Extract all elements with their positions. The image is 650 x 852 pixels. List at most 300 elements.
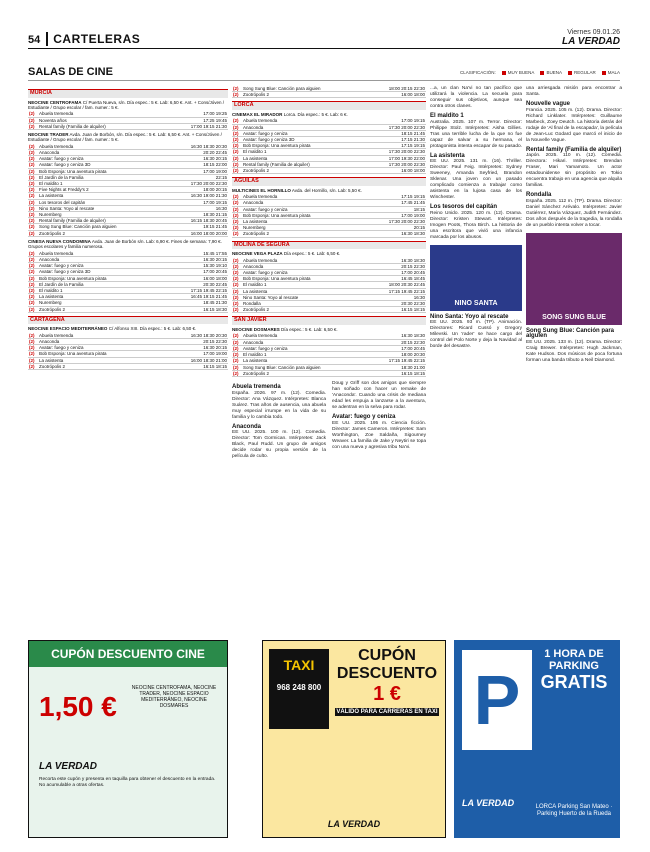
title-cell: Avatar: fuego y ceniza [242,206,388,212]
times-cell: 17:00 20:45 [190,269,228,275]
cinema-header: NEOCINE TRADER Avda. Juan de Borbón, s/n. Día espec.: 5 €. Lab: 6,50 €. Ant. + Cons/Jóven / Estudiante / Grupo escolar / fam. numer.: 5 €. [28,132,222,143]
title-cell: Song Sung Blue: Canción para alguien [38,224,190,230]
schedule-table [28,111,228,130]
times-cell: 20:30 22:30 [388,301,426,307]
title-cell: Nuremberg [38,300,190,306]
title-cell: Anaconda [242,339,388,345]
title-cell: La asistenta [242,288,388,294]
times-cell: 20:15 22:30 [388,263,426,269]
rating-cell: (2) [232,137,242,143]
times-cell: 15:30 19:10 [190,263,228,269]
coupon-price: 1,50 € [39,691,117,722]
review-body: Australia. 2025. 107 m. Terror. Director: Philippe Stolz. Intérpretes: Aisha Gillies. Tras una terrible lucha de la que no fue capaz de salvar a su hermana, el protagonista intenta escapar de su pasado. [430,119,523,149]
rating-cell: (2) [28,218,38,224]
rating-cell: (2) [28,269,38,275]
schedule-table [28,251,228,313]
parking-icon: P [462,650,532,750]
cinema-header: NEOCINE DOSMARES Día espec.: 5 €. Lab: 6,50 €. [232,327,338,333]
times-cell: 16:30 18:30 [388,231,426,237]
times-cell: 20:15 22:30 [388,339,426,345]
rating-cell: (2) [232,118,242,124]
schedule-table [232,86,426,98]
legend-label: CLASIFICACIÓN: [460,70,496,75]
rating-cell: (2) [232,130,242,136]
title-cell: Anaconda [242,263,388,269]
city-header: SAN JAVIER [232,316,426,325]
rating-cell: (2) [232,276,242,282]
rating-cell: (2) [28,300,38,306]
title-cell: El Jardín de la Familia [38,174,190,180]
rating-cell: (2) [28,363,38,369]
times-cell: 16:00 18:00 20:00 [190,230,227,236]
times-cell: 15:45 17:55 [190,251,228,257]
rating-cell: (2) [28,251,38,257]
rating-cell: (2) [232,358,242,364]
times-cell: 16:30 20:15 [190,156,228,162]
parking-offer: 1 HORA DE PARKING GRATIS [540,648,608,692]
schedule-table [232,194,426,237]
title-cell: El maldito 1 [242,149,388,155]
times-cell: 17:00 19:00 [190,168,228,174]
rating-cell: (2) [232,294,242,300]
rating-cell: (2) [28,333,38,339]
times-cell: 18:30 21:00 [388,364,426,370]
times-cell: 16:30 19:00 21:30 [190,193,227,199]
table-row [232,307,426,313]
title-cell: Zootrópolis 2 [242,370,388,376]
times-cell: 16:00 18:00 [388,92,426,98]
rating-cell: (2) [232,270,242,276]
times-cell: 20:15 [388,225,426,231]
legend-item: MALA [602,70,620,75]
rating-cell: (2) [232,364,242,370]
rating-cell: (2) [232,155,242,161]
title-cell: La asistenta [38,357,190,363]
cinema-header: CINESA NUEVA CONDOMINA Avda. Juan de Borbón s/n. Lab: 6,90 €. Fines de semana: 7,90 €. Grupos escolares y familia numerosa. [28,238,222,250]
title-cell: La asistenta [242,219,388,225]
title-cell: Bob Esponja: Una aventura pirata [242,212,388,218]
rating-cell: (2) [232,124,242,130]
title-cell: Bob Esponja: Una aventura pirata [38,351,190,357]
poster-title: SONG SUNG BLUE [542,314,606,322]
title-cell: Nuremberg [38,212,190,218]
review-title: La asistenta [430,152,465,159]
rating-legend [460,70,620,75]
title-cell: Avatar: fuego y ceniza 3D [242,137,388,143]
legend-item: BUENA [540,70,562,75]
issue-date: Viernes 09.01.26 [567,29,620,36]
schedule-table [232,333,426,376]
masthead [562,28,620,46]
table-row [28,123,228,129]
title-cell: Zootrópolis 2 [242,92,388,98]
coupon-heading: CUPÓN DESCUENTO CINE [29,641,227,667]
rating-cell: (2) [28,199,38,205]
city-header: MURCIA [28,89,228,98]
table-row [232,231,426,237]
times-cell: 16:15 18:15 [190,363,228,369]
rating-cell: (2) [28,281,38,287]
times-cell: 17:00 19:25 [190,111,228,117]
title-cell: Anaconda [38,150,190,156]
title-cell: Zootrópolis 2 [242,307,388,313]
review-title: Abuela tremenda [232,383,281,390]
rating-cell: (2) [232,352,242,358]
rating-cell: (2) [232,301,242,307]
rating-cell: (2) [232,263,242,269]
times-cell: 18:15 22:00 [190,162,228,168]
times-cell: 17:00 19:00 [388,212,426,218]
times-cell: 17:15 21:30 [388,137,426,143]
cinema-header: NEOCINE CENTROFAMA C/ Puerta Nueva, s/n. Día espec.: 5 €. Lab: 6,50 €. Ant. + Cons/Jóven / Estudiante / Grupo escolar / fam. numer.: 5 €. [28,99,224,110]
title-cell: El maldito 1 [38,287,190,293]
table-row [232,370,426,376]
page-number: 54 [28,34,41,46]
times-cell: 17:30 20:00 22:30 [388,219,425,225]
times-cell: 20:30 22:45 [190,281,228,287]
parking-ad [454,640,620,838]
times-cell: 16:30 [388,294,426,300]
review-title: El maldito 1 [430,113,464,119]
page-header [28,28,620,46]
rating-cell: (2) [28,306,38,312]
title-cell: Anaconda [242,200,388,206]
review-body: una arriesgada misión para encontrar a Santa. [526,86,622,97]
rating-cell: (2) [28,187,38,193]
title-cell: Noventa años [38,117,190,123]
times-cell: 17:00 20:45 [388,270,426,276]
times-cell: 17:45 21:45 [388,200,426,206]
movie-poster [430,245,522,311]
title-cell: Abuela tremenda [38,144,190,150]
title-cell: Nino Santa: Yoyo al rescate [38,205,190,211]
review-body: EE UU. 2025. 100 m. (12). Comedia. Director: Tom Gormican. Intérpretes: Jack Black, Paul Rudd. Un grupo de amigos decide rodar su propia versión de la película de culto. [232,430,326,460]
times-cell: 17:00 19:15 [190,199,228,205]
taxi-brand: LA VERDAD [327,819,381,829]
parking-brand: LA VERDAD [462,798,515,808]
taxi-phone: 968 248 800 [276,683,322,692]
review-title: Nino Santa: Yoyo al rescate [430,313,509,320]
rating-cell: (2) [28,156,38,162]
review-title: Los tesoros del capitán [430,204,498,211]
title-cell: Anaconda [38,256,190,262]
rating-cell: (2) [232,200,242,206]
rating-cell: (2) [28,338,38,344]
times-cell: 16:00 18:00 [190,275,228,281]
title-cell: El maldito 1 [38,181,190,187]
rating-cell: (2) [28,174,38,180]
rating-cell: (2) [232,168,242,174]
times-cell: 17:00 19:15 21:30 [190,123,227,129]
times-cell: 17:15 19:15 [388,194,426,200]
table-row [232,168,426,174]
times-cell: 16:15 18:30 [190,306,228,312]
rating-cell: (2) [232,288,242,294]
newspaper-name: LA VERDAD [562,36,620,47]
rating-cell: (2) [232,92,242,98]
listings-column-1 [28,86,228,370]
cinema-header: NEOCINE VEGA PLAZA Día espec.: 5 €. Lab: 6,50 €. [232,251,341,257]
title-cell: Bob Esponja: Una aventura pirata [242,276,388,282]
coupon-cinemas: NEOCINE CENTROFAMA, NEOCINE TRADER, NEOCINE ESPACIO MEDITERRÁNEO, NEOCINE DOSMARES [131,685,217,709]
rating-cell: (2) [28,230,38,236]
title-cell: Abuela tremenda [242,258,388,264]
header-rule [28,48,620,49]
cinema-header: CINEMAX EL MIRADOR Lorca. Día espec.: 5 €. Lab: 6 €. [232,112,348,117]
city-header: LORCA [232,101,426,110]
rating-cell: (2) [232,194,242,200]
coupon-conditions: Recorta este cupón y presenta en taquilla para obtener el descuento en la entrada. No acumulable a otras ofertas. [39,777,216,788]
city-header: MOLINA DE SEGURA [232,241,426,250]
city-header: ÁGUILAS [232,177,426,186]
review-body: EE UU. 2025. 195 m. Ciencia ficción. Director: James Cameron. Intérpretes: Sam Worthington, Zoe Saldaña, Sigourney Weaver. La familia de Jake y Neytiri se topa con una nueva y agresiva tribu Na'vi. [332,420,426,450]
title-cell: Avatar: fuego y ceniza [242,270,388,276]
salas-title: SALAS DE CINE [28,66,113,78]
poster-title: NINO SANTA [454,300,498,308]
review-title: Song Sung Blue: Canción para alguien [526,327,615,340]
legend-marker-icon [568,71,572,75]
rating-cell: (2) [28,117,38,123]
schedule-table [232,258,426,314]
table-row [28,363,228,369]
times-cell: 16:30 18:30 20:30 [190,332,227,338]
title-cell: Bob Esponja: Una aventura pirata [38,275,190,281]
rating-cell: (2) [28,256,38,262]
title-cell: Zootrópolis 2 [38,363,190,369]
times-cell: 17:15 19:15 [388,143,426,149]
rating-cell: (2) [232,86,242,92]
title-cell: El maldito 1 [242,352,388,358]
rating-cell: (2) [232,206,242,212]
times-cell: 17:15 19:45 22:15 [388,288,425,294]
rating-cell: (2) [232,370,242,376]
rating-cell: (2) [232,219,242,225]
rating-cell: (2) [28,193,38,199]
times-cell: 17:30 20:00 22:30 [388,149,425,155]
rating-cell: (2) [232,258,242,264]
review-title: Rental family (Familia de alquiler) [526,146,622,153]
rating-cell: (2) [28,357,38,363]
times-cell: 18:15 [388,206,426,212]
rating-cell: (2) [28,162,38,168]
rating-cell: (2) [232,225,242,231]
review-title: Nouvelle vague [526,101,571,107]
cinema-header: MULTICINES EL HORNILLO Avda. del Hornillo, s/n. Lab: 5,50 €. [232,187,362,193]
title-cell: Avatar: fuego y ceniza [242,130,388,136]
movie-poster [526,233,622,325]
rating-cell: (2) [232,282,242,288]
title-cell: Zootrópolis 2 [242,168,388,174]
times-cell: 17:30 20:00 22:30 [388,161,425,167]
title-cell: Abuela tremenda [242,194,388,200]
review-body: Reino Unido. 2025. 120 m. (12). Drama. Director: Kristen Stewart. Intérpretes: Imogen Poots, Thora Birch. La historia de una escritora que vivió una infancia marcada por los abusos. [430,210,522,240]
title-cell: Rental family (Familia de alquiler) [38,218,190,224]
title-cell: La asistenta [38,294,190,300]
times-cell: 16:45 19:15 21:45 [190,294,227,300]
times-cell: 16:15 18:30 20:45 [190,218,227,224]
times-cell: 16:30 18:30 [388,333,426,339]
times-cell: 18:00 20:15 22:30 [388,86,425,91]
times-cell: 22:15 [190,174,228,180]
section-rule [28,80,620,81]
title-cell: Rondalla [242,301,388,307]
title-cell: Zootrópolis 2 [38,230,190,236]
title-cell: Avatar: fuego y ceniza [38,263,190,269]
review-body: Japón. 2025. 110 m. (12). Comedia. Directora: Hikari. Intérpretes: Brendan Fraser, Mari Yamamoto. Un actor estadounidense sin propósito en Tokio encuentra trabajo en una agencia que alquila familias. [526,153,623,189]
title-cell: Abuela tremenda [38,251,190,257]
review-body: Doug y Griff son dos amigos que siempre han soñado con hacer un remake de 'Anaconda'. Cuando una crisis de mediana edad les empuja a lanzarse a la aventura, se adentran en la selva para rodar. [332,380,426,410]
title-cell: Five Nights at Freddy's 2 [38,187,190,193]
title-cell: La asistenta [242,358,388,364]
title-cell: Avatar: fuego y ceniza 3D [38,162,190,168]
coupon-brand: LA VERDAD [39,761,97,772]
times-cell: 17:15 19:45 22:15 [190,287,227,293]
rating-cell: (2) [232,212,242,218]
review-body: Francia. 2025. 105 m. (12). Drama. Director: Richard Linklater. Intérpretes: Guillaume Marbeck, Zoey Deutch. La historia detrás del rodaje de 'Al final de la escapada', la película de Jean-Luc Godard que marcó el inicio de la Nouvelle Vague. [526,107,622,143]
title-cell: Nuremberg [242,225,388,231]
rating-cell: (2) [28,111,38,117]
times-cell: 20:15 22:30 [190,338,228,344]
title-cell: Rental family (Familia de alquiler) [38,123,190,129]
times-cell: 17:00 19:00 [190,351,228,357]
title-cell: Zootrópolis 2 [242,231,388,237]
rating-cell: (2) [28,224,38,230]
title-cell: Avatar: fuego y ceniza [38,156,190,162]
title-cell: Song Sung Blue: Canción para alguien [242,364,388,370]
rating-cell: (2) [232,149,242,155]
rating-cell: (2) [28,287,38,293]
times-cell: 16:45 18:45 [388,276,426,282]
review-body: España. 2026. 97 m. (12). Comedia. Director: Ana Vázquez. Intérpretes: Blanca Suárez. Tras años de ausencia, una abuela muy especial irrumpe en la vida de su familia y lo cambia todo. [232,390,326,420]
legend-item: MUY BUENA [502,70,535,75]
rating-cell: (2) [28,205,38,211]
times-cell: 18:15 21:45 [388,130,426,136]
title-cell: La asistenta [38,193,190,199]
title-cell: Nino Santa: Yoyo al rescate [242,294,388,300]
ads-row [28,640,620,838]
title-cell: Zootrópolis 2 [38,306,190,312]
title-cell: Avatar: fuego y ceniza 3D [38,269,190,275]
rating-cell: (2) [28,263,38,269]
rating-cell: (2) [28,345,38,351]
title-cell: Song Sung Blue: Canción para alguien [242,86,388,92]
parking-locations: LORCA Parking San Mateo · Parking Huerto de la Rueda [535,804,613,817]
title-cell: Abuela tremenda [242,333,388,339]
times-cell: 20:20 22:45 [190,150,228,156]
title-cell: Avatar: fuego y ceniza [38,345,190,351]
rating-cell: (2) [28,351,38,357]
times-cell: 17:15 19:45 22:15 [388,358,425,364]
cinema-coupon-ad [28,640,228,838]
cinema-header: NEOCINE ESPACIO MEDITERRÁNEO C/ Alfonso XIII. Día espec.: 5 €. Lab: 6,50 €. [28,326,197,332]
title-cell: Rental family (Familia de alquiler) [242,161,388,167]
times-cell: 17:25 19:45 [190,117,228,123]
title-cell: El maldito 1 [242,282,388,288]
times-cell: 16:00 18:00 [388,168,426,174]
schedule-table [232,118,426,174]
title-cell: Abuela tremenda [38,333,190,339]
review-body: ...a, un clan Na'vi no tan pacífico que utilizará la violencia. La secuela para conseguir sus objetivos, aunque sea contra otros clanes. [430,86,522,109]
title-cell: Bob Esponja: Una aventura pirata [242,143,388,149]
rating-cell: (2) [28,123,38,129]
legend-marker-icon [502,71,506,75]
rating-cell: (2) [232,307,242,313]
title-cell: Anaconda [242,124,388,130]
times-cell: 16:30 20:15 [190,345,228,351]
listings-column-2 [232,86,426,460]
rating-cell: (2) [28,212,38,218]
table-row [232,92,426,98]
taxi-logo: TAXI 968 248 800 [269,649,329,729]
rating-cell: (2) [28,294,38,300]
reviews-column-3 [430,86,522,350]
times-cell: 16:15 18:15 [388,370,426,376]
times-cell: 18:00 20:15 [190,187,228,193]
review-body: EE UU. 2025. 133 m. (12). Drama. Director: Craig Brewer. Intérpretes: Hugh Jackman, Kate Hudson. Dos músicos de poca fortuna forman una banda tributo a Neil Diamond. [526,339,622,363]
times-cell: 17:30 20:00 22:30 [388,124,425,130]
rating-cell: (2) [232,161,242,167]
rating-cell: (2) [232,231,242,237]
times-cell: 19:15 21:45 [190,224,228,230]
rating-cell: (2) [28,181,38,187]
times-cell: 16:30 18:30 20:30 [190,143,227,149]
times-cell: 18:00 20:30 22:45 [388,282,425,288]
legend-item: REGULAR [568,70,596,75]
review-body: EE UU. 2025. 93 m. (TP). Animación. Directores: Ricard Cussó y Gregory Milevski. Un 'rader' se hace cargo del control del Polo Norte y deja la Navidad al borde del desastre. [430,320,522,350]
schedule-table [28,144,228,237]
times-cell: 16:15 18:15 [388,307,426,313]
times-cell: 17:00 19:15 [388,118,426,124]
rating-cell: (2) [232,143,242,149]
section-title: CARTELERAS [46,32,140,46]
review-title: Rondalla [526,192,552,199]
review-body: España. 2025. 112 m. (TP). Drama. Director: Daniel Sánchez Arévalo. Intérpretes: Javier Gutiérrez, María Vázquez, Judith Fernández. Dos años después de la tragedia, la rondalla de un pueblo intenta volver a tocar. [526,198,622,228]
times-cell: 16:30 [190,205,228,211]
rating-cell: (2) [232,345,242,351]
legend-marker-icon [540,71,544,75]
times-cell: 16:30 18:30 [388,258,426,264]
times-cell: 18:00 20:30 [388,352,426,358]
rating-cell: (2) [28,150,38,156]
taxi-coupon-ad [262,640,446,838]
times-cell: 18:45 21:30 [190,300,228,306]
title-cell: Bob Esponja: Una aventura pirata [38,168,190,174]
rating-cell: (2) [232,333,242,339]
title-cell: Los tesoros del capitán [38,199,190,205]
reviews-column-4 [526,86,622,364]
times-cell: 17:00 19:30 22:00 [388,155,425,161]
title-cell: Avatar: fuego y ceniza [242,345,388,351]
title-cell: La asistenta [242,155,388,161]
times-cell: 16:30 20:15 [190,256,228,262]
taxi-coupon: CUPÓN DESCUENTO 1 € VÁLIDO PARA CARRERAS EN TAXI [336,647,438,715]
rating-cell: (2) [28,168,38,174]
review-body: EE UU. 2025. 131 m. (16). Thriller. Director: Paul Feig. Intérpretes: Sydney Sweeney, Amanda Seyfried, Brandon Sklenar. Una joven con un pasado complicado comienza a trabajar como asistenta en la lujosa casa de los Winchester. [430,159,522,201]
times-cell: 16:00 18:30 21:00 [190,357,227,363]
times-cell: 17:30 20:00 22:30 [190,181,227,187]
rating-cell: (2) [28,275,38,281]
review-title: Anaconda [232,423,262,430]
rating-cell: (2) [232,339,242,345]
table-row [28,230,228,236]
city-header: CARTAGENA [28,316,228,325]
table-row [28,306,228,312]
title-cell: El Jardín de la Familia [38,281,190,287]
times-cell: 17:00 20:45 [388,345,426,351]
legend-marker-icon [602,71,606,75]
title-cell: Anaconda [38,338,190,344]
rating-cell: (2) [28,144,38,150]
